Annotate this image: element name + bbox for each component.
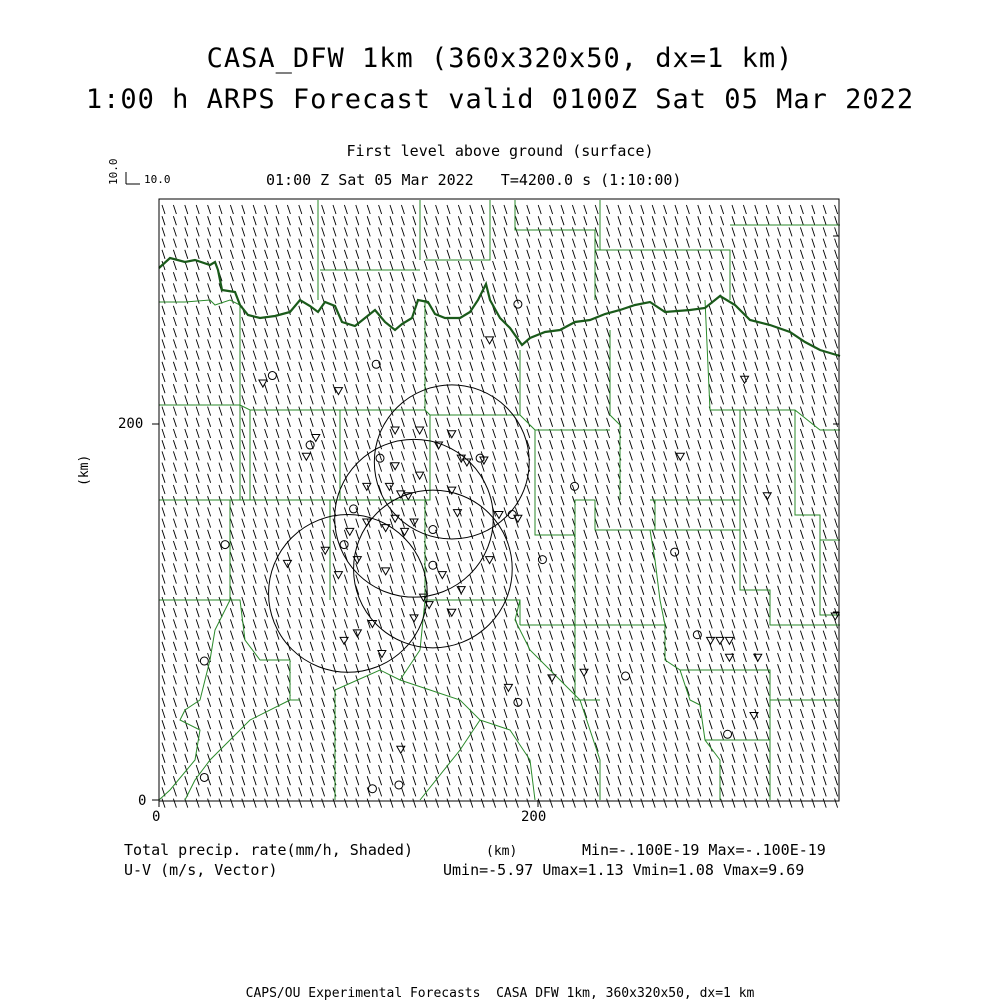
x-tick-label: 200 bbox=[521, 809, 547, 825]
station-triangle-marker bbox=[416, 427, 424, 434]
wind-minmax-label: Umin=-5.97 Umax=1.13 Vmin=1.08 Vmax=9.69 bbox=[443, 861, 805, 879]
precip-field-label: Total precip. rate(mm/h, Shaded) bbox=[124, 841, 413, 859]
station-circle-marker bbox=[395, 781, 403, 789]
station-triangle-marker bbox=[391, 427, 399, 434]
station-triangle-marker bbox=[410, 615, 418, 622]
station-triangle-marker bbox=[302, 453, 310, 460]
station-triangle-marker bbox=[334, 572, 342, 579]
station-triangle-marker bbox=[495, 512, 503, 519]
station-triangle-marker bbox=[725, 654, 733, 661]
station-circle-marker bbox=[268, 372, 276, 380]
station-triangle-marker bbox=[363, 483, 371, 490]
station-triangle-marker bbox=[457, 587, 465, 594]
chart-title-line2: 1:00 h ARPS Forecast valid 0100Z Sat 05 Mar 2022 bbox=[85, 84, 915, 115]
station-circle-marker bbox=[306, 441, 314, 449]
x-tick-label: 0 bbox=[152, 809, 161, 825]
reference-vector-v-label: 10.0 bbox=[107, 158, 120, 185]
radar-ring bbox=[374, 385, 529, 539]
station-circle-marker bbox=[429, 526, 437, 534]
reference-vector-icon bbox=[126, 172, 140, 184]
level-subtitle: First level above ground (surface) bbox=[346, 142, 654, 160]
station-circle-marker bbox=[671, 548, 679, 556]
station-triangle-marker bbox=[486, 337, 494, 344]
station-triangle-marker bbox=[382, 568, 390, 575]
x-axis-unit: (km) bbox=[486, 844, 518, 859]
station-triangle-marker bbox=[321, 547, 329, 554]
county-boundaries bbox=[159, 200, 840, 800]
station-triangle-marker bbox=[754, 654, 762, 661]
station-triangle-marker bbox=[346, 528, 354, 535]
wind-vector bbox=[162, 205, 838, 808]
station-circle-marker bbox=[429, 561, 437, 569]
station-triangle-marker bbox=[831, 613, 839, 620]
wind-field-label: U-V (m/s, Vector) bbox=[124, 861, 278, 879]
y-tick-label: 200 bbox=[118, 416, 144, 432]
station-triangle-marker bbox=[259, 380, 267, 387]
valid-time-label: 01:00 Z Sat 05 Mar 2022 T=4200.0 s (1:10:00) bbox=[266, 171, 682, 189]
state-border-river bbox=[159, 258, 840, 356]
station-triangle-marker bbox=[438, 572, 446, 579]
y-axis-unit: (km) bbox=[77, 454, 92, 486]
station-circle-marker bbox=[693, 631, 701, 639]
station-triangle-marker bbox=[486, 557, 494, 564]
station-circle-marker bbox=[368, 785, 376, 793]
wind-vector-field bbox=[162, 205, 838, 808]
station-circle-marker bbox=[221, 541, 229, 549]
station-circle-marker bbox=[538, 556, 546, 564]
chart-title-line1: CASA_DFW 1km (360x320x50, dx=1 km) bbox=[206, 43, 794, 74]
station-circle-marker bbox=[200, 773, 208, 781]
credit-line: CAPS/OU Experimental Forecasts CASA DFW 1km, 360x320x50, dx=1 km bbox=[245, 986, 755, 1001]
reference-vector-u-label: 10.0 bbox=[144, 173, 171, 186]
y-tick-label: 0 bbox=[138, 793, 147, 809]
precip-minmax-label: Min=-.100E-19 Max=-.100E-19 bbox=[582, 841, 826, 859]
station-circle-marker bbox=[340, 541, 348, 549]
station-triangle-marker bbox=[391, 515, 399, 522]
station-circle-marker bbox=[622, 672, 630, 680]
station-circle-marker bbox=[571, 482, 579, 490]
station-circle-marker bbox=[200, 657, 208, 665]
station-triangle-marker bbox=[385, 483, 393, 490]
station-triangle-marker bbox=[707, 637, 715, 644]
station-triangle-marker bbox=[416, 472, 424, 479]
station-circle-marker bbox=[724, 730, 732, 738]
